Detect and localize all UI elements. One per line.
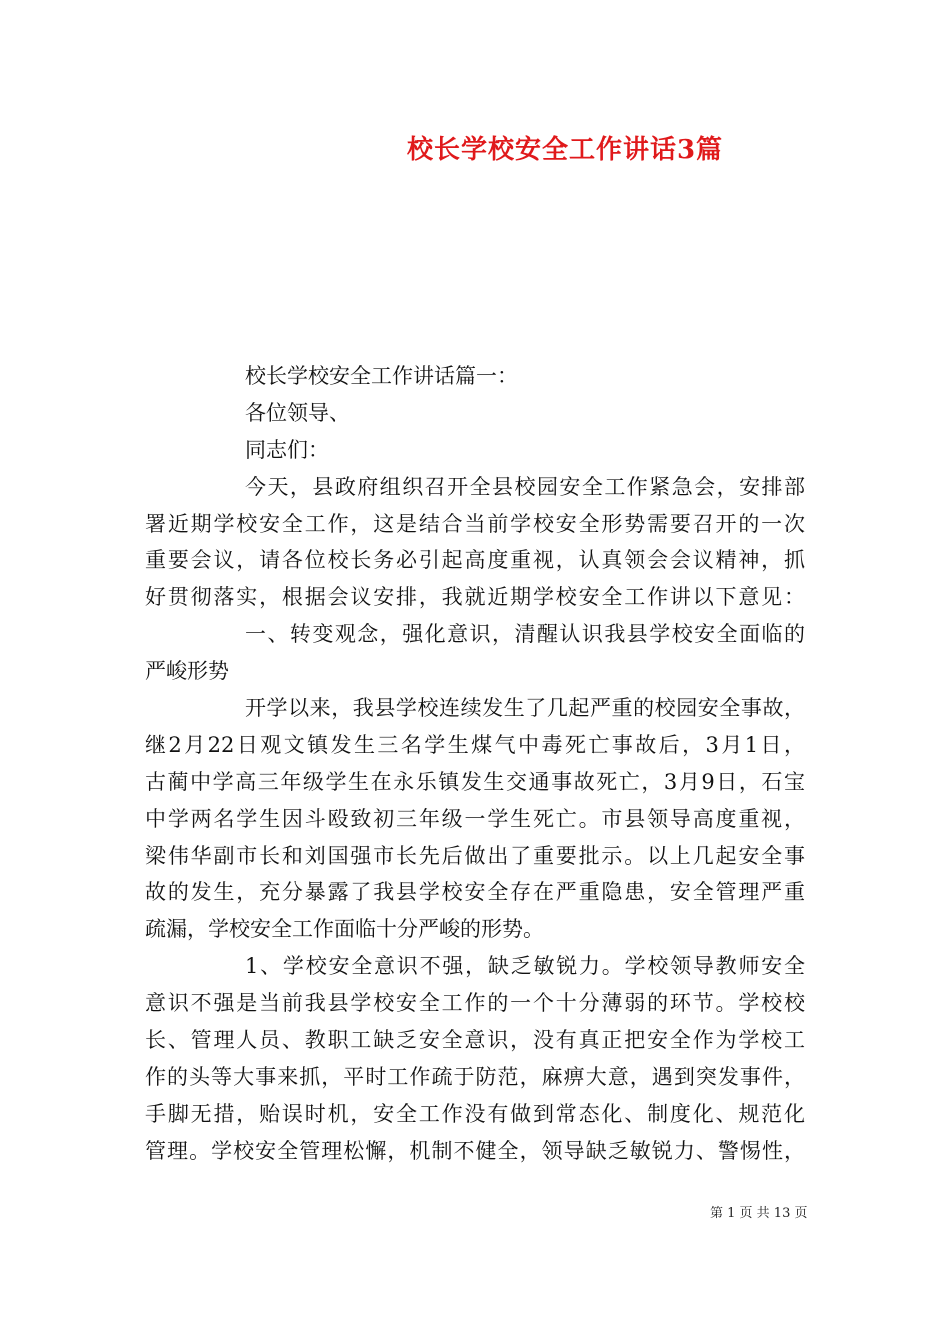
paragraph-line: 作的头等大事来抓，平时工作疏于防范，麻痹大意，遇到突发事件， <box>145 1064 805 1089</box>
salutation-line: 各位领导、 <box>245 400 350 425</box>
page-footer: 第 1 页 共 13 页 <box>710 1206 808 1221</box>
subheading-line: 严峻形势 <box>145 659 229 684</box>
paragraph-line: 疏漏，学校安全工作面临十分严峻的形势。 <box>145 917 544 942</box>
paragraph-line: 继2月22日观文镇发生三名学生煤气中毒死亡事故后，3月1日， <box>145 732 805 757</box>
subheading-line: 一、转变观念，强化意识，清醒认识我县学校安全面临的 <box>245 622 805 647</box>
paragraph-line: 开学以来，我县学校连续发生了几起严重的校园安全事故， <box>245 696 805 721</box>
paragraph-line: 长、管理人员、教职工缺乏安全意识，没有真正把安全作为学校工 <box>145 1028 805 1053</box>
section-heading: 校长学校安全工作讲话篇一： <box>245 364 518 388</box>
document-body <box>145 358 805 1170</box>
paragraph-line: 好贯彻落实，根据会议安排，我就近期学校安全工作讲以下意见： <box>145 585 805 610</box>
paragraph-line: 今天，县政府组织召开全县校园安全工作紧急会，安排部 <box>245 474 805 499</box>
document-title: 校长学校安全工作讲话3篇 <box>406 135 724 165</box>
paragraph-line: 重要会议，请各位校长务必引起高度重视，认真领会会议精神，抓 <box>145 548 805 573</box>
paragraph-line: 管理。学校安全管理松懈，机制不健全，领导缺乏敏锐力、警惕性， <box>145 1138 805 1163</box>
paragraph-line: 梁伟华副市长和刘国强市长先后做出了重要批示。以上几起安全事 <box>145 843 805 868</box>
paragraph-line: 署近期学校安全工作，这是结合当前学校安全形势需要召开的一次 <box>145 511 805 536</box>
paragraph-line: 古蔺中学高三年级学生在永乐镇发生交通事故死亡，3月9日，石宝 <box>145 769 805 794</box>
salutation-line: 同志们： <box>245 437 329 462</box>
paragraph-line: 手脚无措，贻误时机，安全工作没有做到常态化、制度化、规范化 <box>145 1101 805 1126</box>
paragraph-line: 1、学校安全意识不强，缺乏敏锐力。学校领导教师安全 <box>245 954 805 979</box>
paragraph-line: 意识不强是当前我县学校安全工作的一个十分薄弱的环节。学校校 <box>145 991 805 1016</box>
paragraph-line: 中学两名学生因斗殴致初三年级一学生死亡。市县领导高度重视， <box>145 806 805 831</box>
paragraph-line: 故的发生，充分暴露了我县学校安全存在严重隐患，安全管理严重 <box>145 880 805 905</box>
